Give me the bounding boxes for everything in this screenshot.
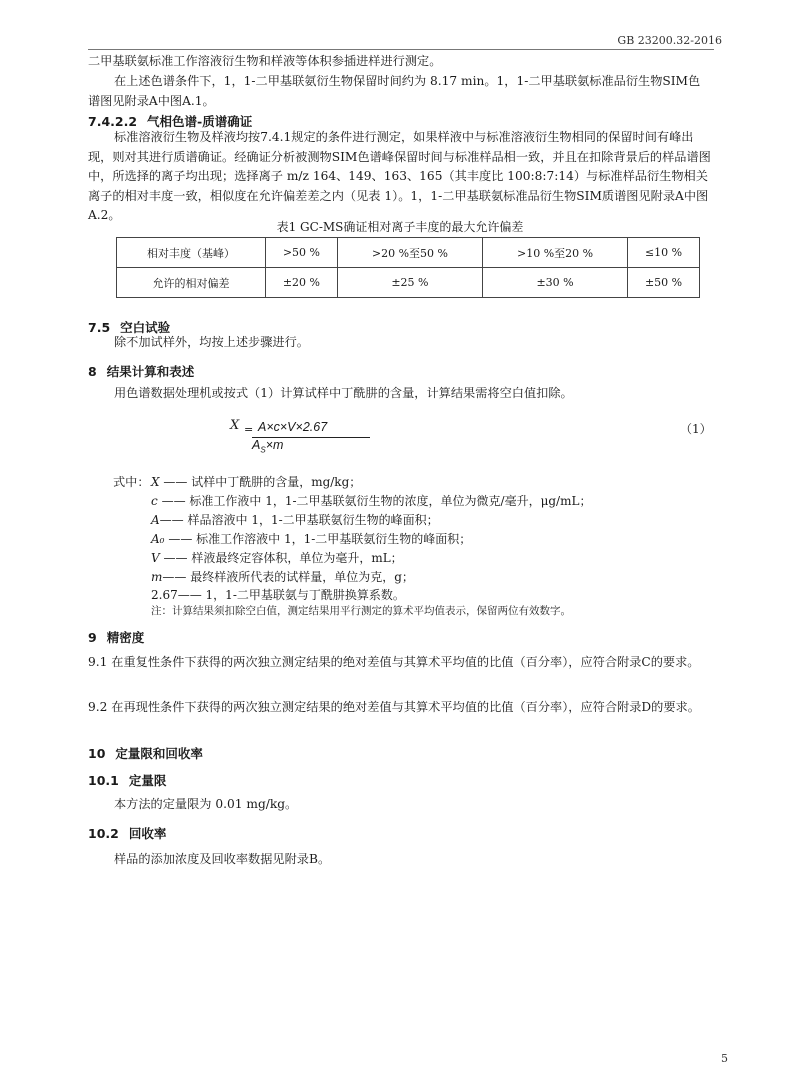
- table-caption: 表1 GC-MS确证相对离子丰度的最大允许偏差: [276, 220, 524, 234]
- paragraph-retention-time: 在上述色谱条件下，1，1-二甲基联氨衍生物保留时间约为 8.17 min。1，1-二甲基联氨标准品衍生物SIM色谱图见附录A中图A.1。: [88, 74, 701, 108]
- definitions-intro: 式中：: [113, 475, 150, 489]
- table-cell: >20 %至50 %: [337, 238, 482, 268]
- table-cell: ±20 %: [266, 268, 338, 298]
- heading-number: 10.1: [88, 773, 119, 788]
- heading-number: 8: [88, 364, 97, 379]
- definition-item: X —— 试样中丁酰肼的含量，mg/kg；: [151, 475, 362, 489]
- formula-1: [230, 416, 380, 460]
- heading-text: 精密度: [106, 630, 145, 645]
- table-cell: ±50 %: [628, 268, 700, 298]
- formula-equals: =: [244, 423, 254, 436]
- heading-text: 结果计算和表述: [106, 364, 195, 379]
- table-cell: >50 %: [266, 238, 338, 268]
- definition-item: A₀ —— 标准工作溶液中 1，1-二甲基联氨衍生物的峰面积；: [151, 532, 472, 546]
- heading-number: 7.4.2.2: [88, 114, 138, 129]
- definition-item: 2.67—— 1，1-二甲基联氨与丁酰肼换算系数。: [151, 588, 405, 602]
- paragraph-blank-test: 除不加试样外，均按上述步骤进行。: [114, 335, 309, 349]
- paragraph-loq: 本方法的定量限为 0.01 mg/kg。: [114, 797, 298, 811]
- table-cell: 相对丰度（基峰）: [117, 238, 266, 268]
- note-text: 注：计算结果须扣除空白值，测定结果用平行测定的算术平均值表示，保留两位有效数字。: [151, 605, 571, 617]
- heading-10-2: [88, 824, 166, 842]
- heading-number: 9: [88, 630, 97, 645]
- heading-8: [88, 362, 194, 380]
- definition-item: c —— 标准工作液中 1，1-二甲基联氨衍生物的浓度，单位为微克/毫升，μg/mL；: [151, 494, 592, 508]
- heading-text: 回收率: [128, 826, 167, 841]
- heading-text: 气相色谱-质谱确证: [147, 114, 253, 129]
- definition-item: A—— 样品溶液中 1，1-二甲基联氨衍生物的峰面积；: [151, 513, 439, 527]
- paragraph-calculation: 用色谱数据处理机或按式（1）计算试样中丁酰肼的含量，计算结果需将空白值扣除。: [114, 386, 573, 400]
- heading-text: 空白试验: [120, 320, 171, 335]
- paragraph-recovery: 样品的添加浓度及回收率数据见附录B。: [114, 852, 331, 866]
- table-cell: ±25 %: [337, 268, 482, 298]
- page-number: 5: [721, 1052, 728, 1065]
- definition-item: m—— 最终样液所代表的试样量，单位为克，g；: [151, 570, 414, 584]
- table-row: [117, 268, 700, 298]
- formula-denominator: $A_S\times m$: [252, 438, 284, 455]
- heading-10: [88, 744, 203, 762]
- table-cell: ≤10 %: [628, 238, 700, 268]
- equation-number: （1）: [680, 422, 712, 436]
- table-cell: ±30 %: [482, 268, 627, 298]
- table-cell: 允许的相对偏差: [117, 268, 266, 298]
- heading-text: 定量限和回收率: [115, 746, 203, 761]
- formula-lhs: X: [230, 418, 240, 433]
- heading-9: [88, 628, 144, 646]
- table-cell: >10 %至20 %: [482, 238, 627, 268]
- formula-numerator: A×c×V×2.67: [258, 420, 328, 434]
- paragraph-ms-confirmation: 标准溶液衍生物及样液均按7.4.1规定的条件进行测定，如果样液中与标准溶液衍生物相同的保留时间有峰出现，则对其进行质谱确证。经确证分析被测物SIM色谱峰保留时间与标准样品相一致，并且在扣除背景后的样品谱图中，所选择的离子均出现；选择离子 m/z 164、149、163、165（其丰度比 100:8:7:14）与标准样品衍生物相关离子的相对丰度一致，相似度在允许偏差差之内（见表 1）。1，1-二甲基联氨标准品衍生物SIM质谱图见附录A中图A.2。: [88, 130, 711, 222]
- heading-text: 定量限: [128, 773, 167, 788]
- heading-number: 10: [88, 746, 106, 761]
- header-rule: [88, 49, 714, 50]
- definition-item: V —— 样液最终定容体积，单位为毫升，mL；: [151, 551, 403, 565]
- heading-number: 7.5: [88, 320, 111, 335]
- standard-code: GB 23200.32-2016: [617, 34, 722, 47]
- paragraph-repeatability: 9.1 在重复性条件下获得的两次独立测定结果的绝对差值与其算术平均值的比值（百分率），应符合附录C的要求。: [88, 655, 700, 669]
- heading-number: 10.2: [88, 826, 119, 841]
- paragraph-reproducibility: 9.2 在再现性条件下获得的两次独立测定结果的绝对差值与其算术平均值的比值（百分率），应符合附录D的要求。: [88, 700, 700, 714]
- table-row: [117, 238, 700, 268]
- heading-10-1: [88, 771, 166, 789]
- deviation-table: [116, 237, 700, 298]
- paragraph-injection: 二甲基联氨标准工作溶液衍生物和样液等体积参插进样进行测定。: [88, 54, 442, 68]
